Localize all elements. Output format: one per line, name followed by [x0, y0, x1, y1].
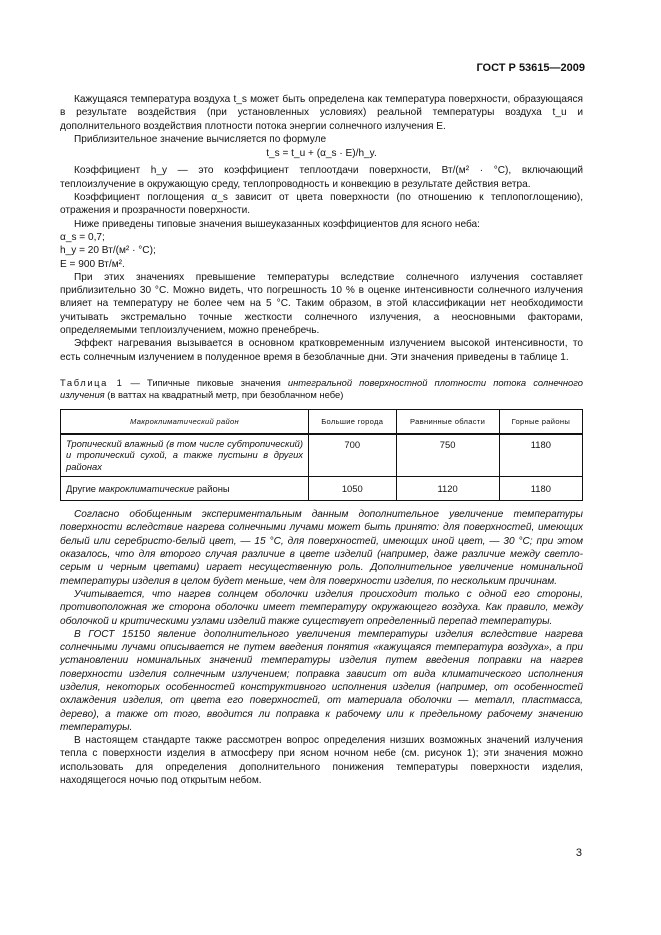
table-caption-text: — Типичные пиковые значения	[123, 376, 288, 388]
value-cell: 1180	[499, 476, 582, 501]
value-cell: 1050	[309, 476, 397, 501]
table-caption	[60, 377, 583, 402]
italic-paragraph-gost15150: В ГОСТ 15150 явление дополнительного увеличения температуры изделия вследствие нагрева солнечными лучами описывается не путем введения понятия «кажущаяся температура воздуха», а при установлении номинальных значений температуры изделия путем введения поправки на нагрев поверхности изделия солнечным излучением; поправка зависит от вида климатического исполнения изделия, некоторых особенностей конструктивного исполнения изделия (например, от особенностей охлаждения изделия, от цвета его поверхностей, от материала оболочки — металл, пластмасса, дерево), а также от того, вводится ли поправка к рабочему или к предельному рабочему значению температуры.	[60, 628, 583, 733]
table-header-row	[61, 409, 583, 434]
row-region-cell	[61, 476, 309, 501]
value-h: h_y = 20 Вт/(м² · °С);	[60, 245, 156, 257]
value-e: E = 900 Вт/м².	[60, 258, 125, 270]
row-region-cell: Тропический влажный (в том числе субтропический) и тропический сухой, а также пустыни в других районах	[61, 434, 309, 476]
italic-paragraph-experimental: Согласно обобщенным экспериментальным данным дополнительное увеличение температуры поверхности вследствие нагрева солнечными лучами может быть принято: для поверхностей, имеющих белый или серебристо-белый цвет, — 15 °С, для поверхностей, имеющих иной цвет, — 30 °С; при этом оказалось, что для второго случая различие в цвете изделий (например, даже различие между светло-серым и черным цветами) играет несущественную роль. Дополнительное увеличение номинальной температуры изделия в целом будет меньше, чем для поверхности изделия, по нескольким причинам.	[60, 509, 583, 587]
table-caption-italic: интегральной поверхностной плотности потока солнечного излучения	[60, 376, 583, 401]
column-header-mountains: Горные районы	[499, 409, 582, 434]
value-cell: 1120	[396, 476, 499, 501]
value-cell: 750	[396, 434, 499, 476]
value-cell: 700	[309, 434, 397, 476]
table-caption-label: Таблица 1	[60, 376, 124, 388]
value-cell: 1180	[499, 434, 582, 476]
value-alpha: α_s = 0,7;	[60, 231, 105, 243]
column-header-plains: Равнинные области	[396, 409, 499, 434]
table-caption-rest: (в ваттах на квадратный метр, при безоблачном небе)	[104, 389, 344, 401]
page-number: 3	[575, 847, 582, 859]
region-normal-text: Другие	[66, 482, 99, 494]
region-tail-text: районы	[194, 482, 230, 494]
paragraph-temperature-excess: При этих значениях превышение температуры вследствие солнечного излучения составляет приблизительно 30 °С. Можно видеть, что погрешность 10 % в оценке интенсивности солнечного излучения влияет на температуру не более чем на 5 °С. Таким образом, в этой классификации нет необходимости учитывать экстремально точные жесткости солнечного излучения, а неосновными факторами, определяемыми теплоизлучением, можно пренебречь.	[60, 271, 583, 337]
document-id: ГОСТ Р 53615—2009	[476, 62, 585, 74]
paragraph-night-sky: В настоящем стандарте также рассмотрен вопрос определения низших возможных значений излучения тепла с поверхности изделия в атмосферу при ясном ночном небе (см. рисунок 1); эти значения можно использовать для определения дополнительного понижения температуры поверхности изделия, находящегося ночью под открытым небом.	[60, 735, 583, 787]
paragraph-formula-intro: Приблизительное значение вычисляется по формуле	[74, 133, 327, 145]
region-italic-text: макроклиматические	[98, 482, 195, 494]
page-body	[60, 93, 583, 787]
italic-paragraph-one-side-heating: Учитывается, что нагрев солнцем оболочки изделия происходит только с одной его стороны, противоположная же сторона оболочки имеет температуру окружающего воздуха. Как правило, между оболочкой и критическими узлами изделий также существует определенный перепад температуры.	[60, 588, 583, 627]
solar-radiation-table	[60, 409, 583, 501]
paragraph-absorption-coefficient: Коэффициент поглощения α_s зависит от цвета поверхности (по отношению к теплопоглощению), отражения и прозрачности поверхности.	[60, 192, 583, 217]
formula: t_s = t_u + (α_s · E)/h_y.	[266, 148, 377, 160]
column-header-region: Макроклиматический район	[61, 409, 309, 434]
table-row	[61, 434, 583, 476]
paragraph-heating-effect: Эффект нагревания вызывается в основном кратковременным излучением высокой интенсивности, то есть солнечным излучением в полуденное время в безоблачные дни. Эти значения приведены в таблице 1.	[60, 338, 583, 363]
column-header-cities: Большие города	[309, 409, 397, 434]
table-row	[61, 476, 583, 501]
paragraph-heat-transfer-coefficient: Коэффициент h_y — это коэффициент теплоотдачи поверхности, Вт/(м² · °С), включающий теплоизлучение в окружающую среду, теплопроводность и конвекцию в результате действия ветра.	[60, 165, 583, 190]
paragraph-typical-values-intro: Ниже приведены типовые значения вышеуказанных коэффициентов для ясного неба:	[74, 218, 480, 230]
paragraph-apparent-temperature: Кажущаяся температура воздуха t_s может быть определена как температура поверхности, образующаяся в результате воздействия (при установленных условиях) реальной температуры воздуха t_u и дополнительного воздействия плотности потока энергии солнечного излучения E.	[60, 94, 583, 132]
